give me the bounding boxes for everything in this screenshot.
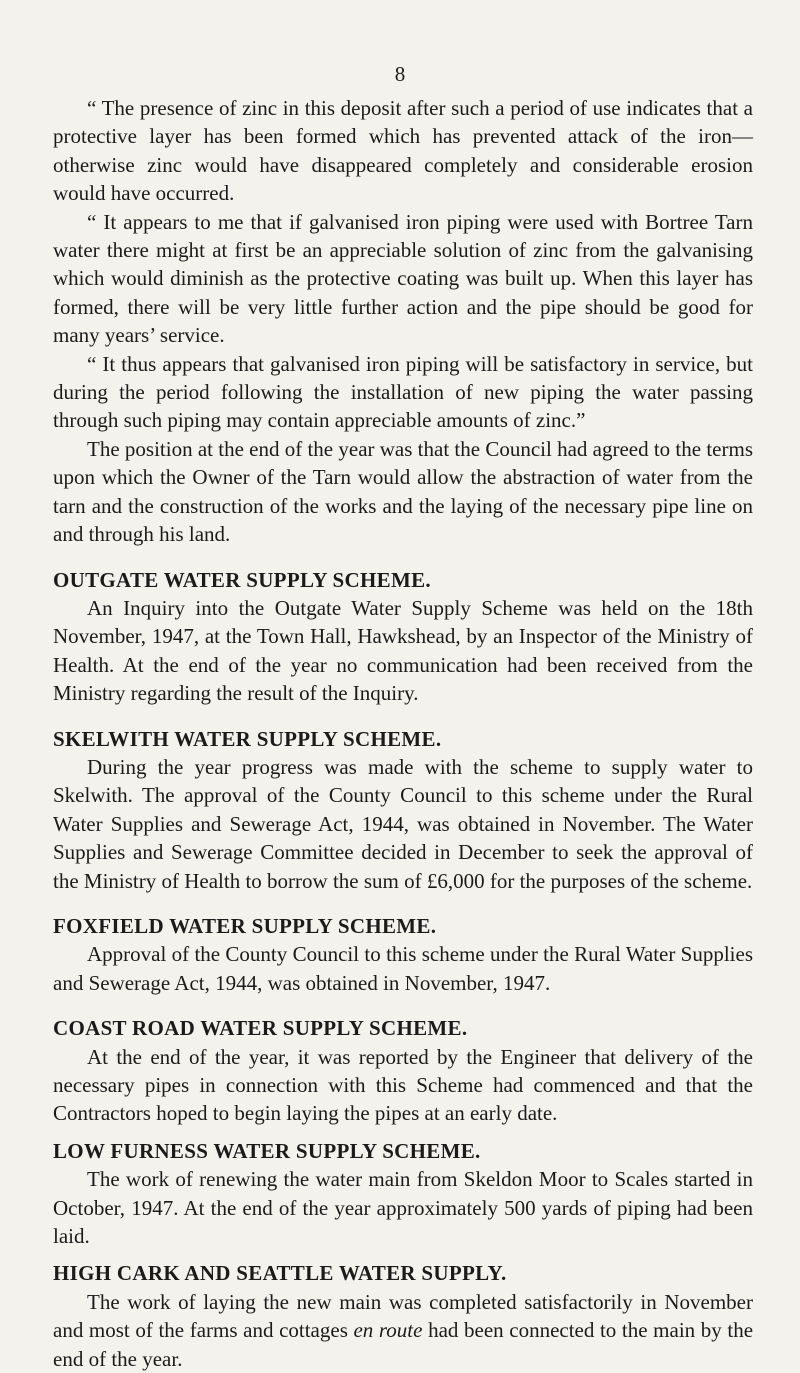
skelwith-paragraph: During the year progress was made with the scheme to supply water to Skelwith. The approval of the County Council to this scheme under the Rural Water Supplies and Sewerage Act, 1944, was obtained in November. The Water Supplies and Sewerage Committee decided in December to seek the approval of the Ministry of Health to borrow the sum of £6,000 for the purposes of the scheme.	[53, 754, 753, 893]
low-furness-paragraph: The work of renewing the water main from Skeldon Moor to Scales started in October, 1947. At the end of the year approximately 500 yards of piping had been laid.	[53, 1167, 753, 1249]
high-cark-text-start: The work of laying the new main was completed satisfactorily in November and most of the farms and cottages	[53, 1289, 753, 1343]
page-content	[53, 94, 753, 1373]
high-cark-text-end: had been connected to the main by the end of the year.	[53, 1318, 754, 1371]
quote-paragraph-1: “ The presence of zinc in this deposit after such a period of use indicates that a protective layer has been formed which has prevented attack of the iron—otherwise zinc would have disappeared completely and considerable erosion would have occurred.	[53, 96, 753, 206]
page-number: 8	[394, 62, 406, 86]
position-paragraph: The position at the end of the year was that the Council had agreed to the terms upon which the Owner of the Tarn would allow the abstraction of water from the tarn and the construction of the works and the laying of the necessary pipe line on and through his land.	[53, 436, 753, 547]
coast-road-heading: COAST ROAD WATER SUPPLY SCHEME.	[53, 1016, 468, 1041]
foxfield-heading: FOXFIELD WATER SUPPLY SCHEME.	[53, 913, 437, 938]
outgate-paragraph: An Inquiry into the Outgate Water Supply Scheme was held on the 18th November, 1947, at the Town Hall, Hawkshead, by an Inspector of the Ministry of Health. At the end of the year no communication had been received from the Ministry regarding the result of the Inquiry.	[53, 595, 753, 706]
low-furness-heading: LOW FURNESS WATER SUPPLY SCHEME.	[53, 1138, 481, 1163]
high-cark-italic-text: en route	[353, 1318, 423, 1343]
foxfield-paragraph: Approval of the County Council to this scheme under the Rural Water Supplies and Sewerage Act, 1944, was obtained in November, 1947.	[53, 942, 753, 995]
outgate-heading: OUTGATE WATER SUPPLY SCHEME.	[53, 567, 431, 592]
quote-paragraph-2: “ It appears to me that if galvanised iron piping were used with Bortree Tarn water there might at first be an appreciable solution of zinc from the galvanising which would diminish as the protective coating was built up. When this layer has formed, there will be very little further action and the pipe should be good for many years’ service.	[53, 209, 753, 348]
quote-paragraph-3: “ It thus appears that galvanised iron piping will be satisfactory in service, but during the period following the installation of new piping the water passing through such piping may contain appreciable amounts of zinc.”	[53, 351, 753, 433]
coast-road-paragraph: At the end of the year, it was reported by the Engineer that delivery of the necessary pipes in connection with this Scheme had commenced and that the Contractors hoped to begin laying the pipes at an early date.	[53, 1044, 753, 1126]
high-cark-heading: HIGH CARK AND SEATTLE WATER SUPPLY.	[53, 1261, 507, 1286]
skelwith-heading: SKELWITH WATER SUPPLY SCHEME.	[53, 726, 442, 751]
high-cark-paragraph	[53, 1288, 753, 1373]
